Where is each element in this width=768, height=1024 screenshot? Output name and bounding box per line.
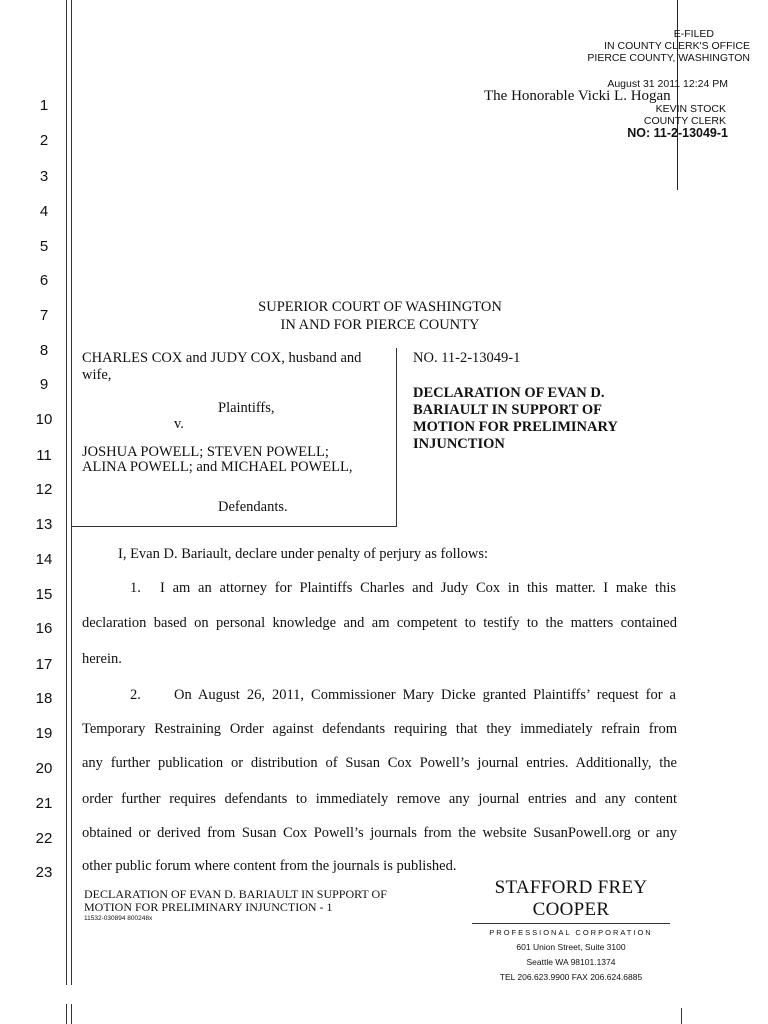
line-number: 5 xyxy=(39,238,49,255)
line-number: 2 xyxy=(39,132,49,149)
firm-name: STAFFORD FREY COOPER xyxy=(494,877,648,920)
line-number: 15 xyxy=(35,586,53,603)
judge-name: The Honorable Vicki L. Hogan xyxy=(484,88,671,104)
efile-stamp xyxy=(560,28,750,64)
stamp-office: IN COUNTY CLERK'S OFFICE xyxy=(604,40,750,52)
line-number: 8 xyxy=(39,342,49,359)
footer-title-line1: DECLARATION OF EVAN D. BARIAULT IN SUPPORT OF xyxy=(84,887,387,901)
stamp-datetime: August 31 2011 12:24 PM xyxy=(607,78,728,90)
line-number: 23 xyxy=(35,864,53,881)
para2-line5: obtained or derived from Susan Cox Powell’s journals from the website SusanPowell.org or any xyxy=(82,825,677,841)
line-number: 1 xyxy=(39,97,49,114)
line-number: 16 xyxy=(35,620,53,637)
caption-defendants xyxy=(82,445,392,475)
firm-rule xyxy=(472,923,670,924)
stamp-efiled: E-FILED xyxy=(673,28,714,40)
line-number: 7 xyxy=(39,307,49,324)
plaintiffs-line1: CHARLES COX and JUDY COX, husband and xyxy=(82,350,362,366)
para2-line4: order further requires defendants to immediately remove any journal entries and any content xyxy=(82,791,677,807)
caption-parties xyxy=(82,350,392,384)
footer-title-line2: MOTION FOR PRELIMINARY INJUNCTION - 1 xyxy=(84,900,333,914)
title-line4: INJUNCTION xyxy=(413,436,505,452)
line-number: 12 xyxy=(35,481,53,498)
document-title xyxy=(413,385,618,453)
caption-divider xyxy=(396,348,397,526)
stamp-case-no: NO: 11-2-13049-1 xyxy=(627,126,728,140)
para1-line2: declaration based on personal knowledge and am competent to testify to the matters contained xyxy=(82,615,677,631)
title-line1: DECLARATION OF EVAN D. xyxy=(413,385,605,401)
line-number: 19 xyxy=(35,725,53,742)
left-margin-rule-outer xyxy=(66,0,67,985)
title-line2: BARIAULT IN SUPPORT OF xyxy=(413,402,602,418)
title-line3: MOTION FOR PRELIMINARY xyxy=(413,419,618,435)
declaration-intro: I, Evan D. Bariault, declare under penalty of perjury as follows: xyxy=(118,546,489,562)
line-number: 9 xyxy=(39,376,49,393)
caption-case-no: NO. 11-2-13049-1 xyxy=(413,350,521,366)
para2-line6: other public forum where content from the journals is published. xyxy=(82,858,457,874)
plaintiffs-label: Plaintiffs, xyxy=(218,400,275,416)
bottom-left-rule-inner xyxy=(71,1004,72,1024)
firm-address2: Seattle WA 98101.1374 xyxy=(526,957,616,967)
line-number: 3 xyxy=(39,168,49,185)
stamp-county: PIERCE COUNTY, WASHINGTON xyxy=(587,52,750,64)
line-number: 6 xyxy=(39,272,49,289)
stamp-clerk-name: KEVIN STOCK xyxy=(655,103,726,115)
defendants-line2: ALINA POWELL; and MICHAEL POWELL, xyxy=(82,459,353,475)
firm-block xyxy=(460,877,682,985)
line-number: 18 xyxy=(35,690,53,707)
caption-bottom-rule xyxy=(72,526,397,527)
line-number: 13 xyxy=(35,516,53,533)
court-heading xyxy=(230,298,530,334)
para2-line3: any further publication or distribution of Susan Cox Powell’s journal entries. Additionally, the xyxy=(82,755,677,771)
para2-line1: On August 26, 2011, Commissioner Mary Dicke granted Plaintiffs’ request for a xyxy=(174,687,676,703)
line-number: 17 xyxy=(35,656,53,673)
stamp-clerk-block xyxy=(560,103,726,127)
firm-address1: 601 Union Street, Suite 3100 xyxy=(516,942,626,952)
versus: v. xyxy=(174,416,184,432)
defendants-line1: JOSHUA POWELL; STEVEN POWELL; xyxy=(82,444,329,460)
para1-line3: herein. xyxy=(82,651,122,667)
line-number: 14 xyxy=(35,551,53,568)
line-number: 20 xyxy=(35,760,53,777)
firm-subtitle: PROFESSIONAL CORPORATION xyxy=(489,928,653,937)
court-line2: IN AND FOR PIERCE COUNTY xyxy=(280,317,480,333)
footer-title xyxy=(84,888,387,923)
court-line1: SUPERIOR COURT OF WASHINGTON xyxy=(258,299,502,315)
stamp-clerk-title: COUNTY CLERK xyxy=(643,115,726,127)
line-number: 4 xyxy=(39,203,49,220)
bottom-right-rule xyxy=(681,1008,682,1024)
footer-doc-code: 11532-030894 800248x xyxy=(84,915,153,922)
line-number: 10 xyxy=(35,411,53,428)
line-number: 21 xyxy=(35,795,53,812)
para2-line2: Temporary Restraining Order against defendants requiring that they immediately refrain from xyxy=(82,721,677,737)
para2-number: 2. xyxy=(130,687,141,703)
para1-number: 1. xyxy=(130,580,141,596)
para1-line1: I am an attorney for Plaintiffs Charles and Judy Cox in this matter. I make this xyxy=(160,580,676,596)
left-margin-rule-inner xyxy=(71,0,72,985)
line-number: 22 xyxy=(35,830,53,847)
bottom-left-rule-outer xyxy=(66,1004,67,1024)
defendants-label: Defendants. xyxy=(218,499,288,515)
line-number: 11 xyxy=(36,447,52,464)
firm-phones: TEL 206.623.9900 FAX 206.624.6885 xyxy=(499,972,643,982)
plaintiffs-line2: wife, xyxy=(82,367,112,383)
